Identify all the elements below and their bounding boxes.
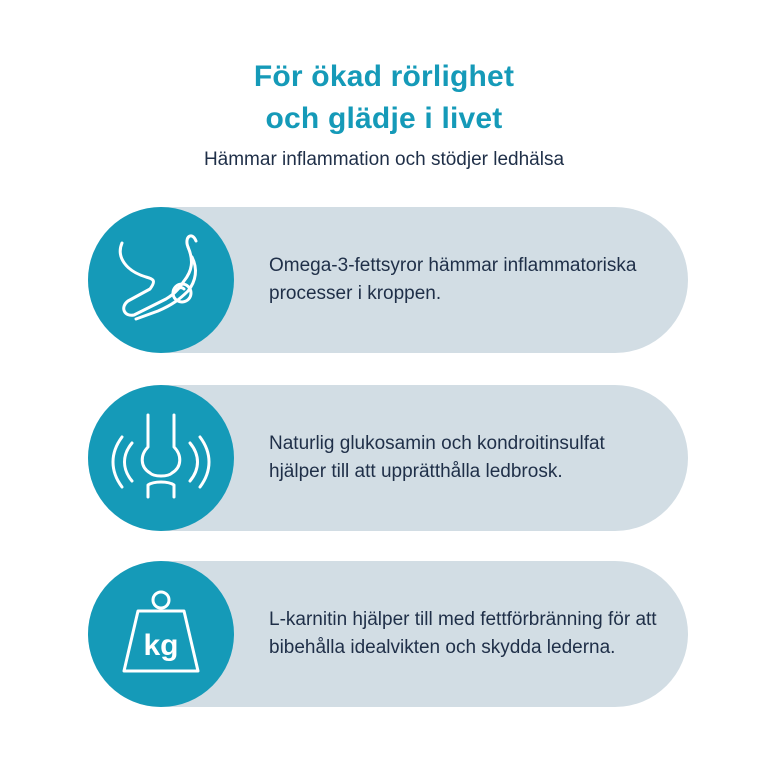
benefit-card-omega3 xyxy=(88,207,688,353)
benefit-text: Omega-3-fettsyror hämmar inflammatoriska processer i kroppen. xyxy=(269,255,637,304)
title-line-1: För ökad rörlighet xyxy=(253,60,515,93)
page-subtitle: Hämmar inflammation och stödjer ledhälsa xyxy=(203,149,565,170)
benefit-text: L-karnitin hjälper till med fettförbränning för att bibehålla idealvikten och skydda lederna. xyxy=(269,609,657,658)
icon-circle xyxy=(88,561,234,707)
benefit-card-glucosamine xyxy=(88,385,688,531)
icon-circle xyxy=(88,385,234,531)
benefit-text: Naturlig glukosamin och kondroitinsulfat hjälper till att upprätthålla ledbrosk. xyxy=(269,433,605,482)
page-title xyxy=(0,56,768,140)
icon-circle xyxy=(88,207,234,353)
title-line-2: och glädje i livet xyxy=(265,102,503,135)
benefit-card-l-carnitine xyxy=(88,561,688,707)
kg-weight-icon xyxy=(88,561,234,707)
ankle-joint-icon xyxy=(88,207,234,353)
kg-label: kg xyxy=(143,629,179,662)
knee-joint-icon xyxy=(88,385,234,531)
